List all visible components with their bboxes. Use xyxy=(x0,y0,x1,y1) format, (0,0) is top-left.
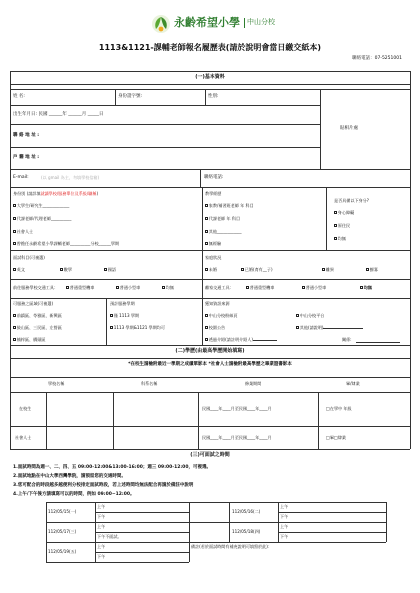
source-relation: 關係: xyxy=(342,337,352,342)
checkbox[interactable] xyxy=(13,326,16,329)
source-option[interactable]: 其他(請說明) xyxy=(296,326,363,330)
photo-label: 貼相片處 xyxy=(340,126,358,131)
checkbox[interactable] xyxy=(110,326,113,329)
section2-header: (二)學歷(由最高學歷開始填寫) xyxy=(175,348,245,354)
checkbox[interactable] xyxy=(13,204,16,207)
checkbox[interactable] xyxy=(241,268,244,271)
checkbox[interactable] xyxy=(13,314,16,317)
teaching-option[interactable]: 代課老師 年 科目 xyxy=(205,217,240,221)
row-adult-label: 社會人士 xyxy=(15,435,32,440)
checkbox[interactable] xyxy=(205,314,208,317)
checkbox[interactable] xyxy=(60,268,63,271)
family-option[interactable]: 未婚 xyxy=(205,268,217,272)
area-label: 可服務之區域(可複選) xyxy=(13,301,54,306)
checkbox[interactable] xyxy=(322,268,325,271)
note-line: 4.上午/下午後方請填寫可以的時間，例如 09:00~12:00。 xyxy=(13,492,135,497)
transport2-label: 離家交通工具： xyxy=(205,285,234,290)
checkbox[interactable] xyxy=(116,286,119,289)
am-slot[interactable]: 上午 xyxy=(97,524,106,529)
family-option[interactable]: 鰥寡 xyxy=(366,268,378,272)
checkbox[interactable] xyxy=(13,268,16,271)
name-label: 姓 名: xyxy=(13,94,25,99)
col-grade: 畢/肄業 xyxy=(346,381,360,386)
subject-label: 面試科目(可複選) xyxy=(13,255,45,260)
term-option[interactable]: 1113 學期&1121 學期均可 xyxy=(110,326,165,330)
checkbox[interactable] xyxy=(66,286,69,289)
special-option[interactable]: 均無 xyxy=(334,237,346,241)
identity-option[interactable]: 代課老師/代理老師__________ xyxy=(13,217,71,221)
date-cell: 112/05/18(四) xyxy=(232,529,261,534)
checkbox[interactable] xyxy=(334,224,337,227)
col-period: 修業期間 xyxy=(245,381,262,386)
transport-label: 前往服務學校交通工具： xyxy=(13,285,59,290)
am-slot[interactable]: 上午 xyxy=(280,524,289,529)
email-placeholder[interactable]: (以 gmail 為主，勿填學校信箱) xyxy=(41,175,100,180)
row-adult-period[interactable]: 民國____年____月至民國____年____月 xyxy=(202,435,272,440)
logo-divider xyxy=(244,18,245,28)
checkbox[interactable] xyxy=(205,338,208,341)
registered-address-label: 戶 籍 地 址 : xyxy=(13,155,40,160)
row-student-period[interactable]: 民國____年____月至民國____年____月 xyxy=(202,406,272,411)
source-option[interactable]: 透過介紹(請註明介紹人) xyxy=(205,338,277,342)
checkbox[interactable] xyxy=(13,242,16,245)
teaching-label: 教學經歷 xyxy=(205,191,222,196)
am-slot[interactable]: 上午 xyxy=(97,504,106,509)
col-major: 科系名稱 xyxy=(141,381,158,386)
checkbox[interactable] xyxy=(360,286,363,289)
checkbox[interactable] xyxy=(162,286,165,289)
birth-label: 出生年月日: 民國 ______年 ______月 _____日 xyxy=(13,112,104,117)
identity-note-end: ) xyxy=(96,191,99,196)
identity-option[interactable]: 社會人士 xyxy=(13,230,33,234)
checkbox[interactable] xyxy=(334,211,337,214)
transport-option[interactable]: 普通小型車 xyxy=(116,286,140,290)
checkbox[interactable] xyxy=(205,268,208,271)
term-option[interactable]: 僅 1113 學期 xyxy=(110,314,139,318)
subject-option[interactable]: 英文 xyxy=(13,268,25,272)
logo xyxy=(150,13,275,35)
checkbox[interactable] xyxy=(205,326,208,329)
email-label: E-mail: xyxy=(13,175,29,180)
section2-note: *在校生請檢附最近一學期之成績單影本 *社會人士請檢附最高學歷之畢業證書影本 xyxy=(128,362,292,367)
area-option[interactable]: 楠梓區、橋頭區 xyxy=(13,338,45,342)
family-option[interactable]: 已婚(育有__子) xyxy=(241,268,273,272)
section1-header: (一)基本資料 xyxy=(195,74,225,80)
checkbox[interactable] xyxy=(205,217,208,220)
checkbox[interactable] xyxy=(366,268,369,271)
row-adult-grade[interactable]: □畢□肄業 xyxy=(326,435,347,440)
family-option[interactable]: 離異 xyxy=(322,268,334,272)
checkbox[interactable] xyxy=(13,217,16,220)
remark-label[interactable]: 備註(若於面試時間有補充說明可填寫於此)： xyxy=(191,544,272,549)
contact-address-label: 聯 絡 地 址 : xyxy=(13,133,40,138)
identity-option[interactable]: 曾擔任永齡希望小學課輔老師__________分校______學期 xyxy=(13,242,119,246)
date-cell: 112/05/15(一) xyxy=(48,509,77,514)
checkbox[interactable] xyxy=(296,326,299,329)
transport2-option[interactable]: 普通小型車 xyxy=(302,286,326,290)
checkbox[interactable] xyxy=(110,314,113,317)
logo-name: 永齡希望小學 xyxy=(174,16,240,29)
special-option[interactable]: 原住民 xyxy=(334,224,350,228)
checkbox[interactable] xyxy=(205,204,208,207)
identity-note: (請詳填 xyxy=(26,191,41,196)
note-line: 1.面試時間為週一、二、四、五 09:00-12:00&13:00-16:00；週三 09:00-12:00，可複選。 xyxy=(13,465,211,470)
family-label: 家庭狀況 xyxy=(205,255,222,260)
am-slot[interactable]: 上午 xyxy=(280,504,289,509)
row-student-grade[interactable]: □在學中 年級 xyxy=(326,406,352,411)
special-label: 是否具備以下身分? xyxy=(334,198,369,203)
id-label: 身份證字號: xyxy=(118,94,143,99)
source-label: 獲知資訊來源 xyxy=(205,301,230,306)
phone-label: 聯絡電話: xyxy=(204,175,224,180)
row-student-label: 在校生 xyxy=(19,406,32,411)
checkbox[interactable] xyxy=(334,237,337,240)
subject-option[interactable]: 數學 xyxy=(60,268,72,272)
section3-header: (三)可面試之時間 xyxy=(190,452,230,458)
area-option[interactable]: 前鎮區、苓雅區、新興區 xyxy=(13,314,62,318)
note-line: 2.面試地點在中山大學西灣學院，請預留您的交通時間。 xyxy=(13,474,126,479)
checkbox[interactable] xyxy=(205,242,208,245)
pm-unavailable: 下午不面試。 xyxy=(97,534,122,539)
transport-option[interactable]: 均無 xyxy=(162,286,174,290)
checkbox[interactable] xyxy=(205,230,208,233)
page-title: 1113&1121-課輔老師報名履歷表(請於說明會當日繳交紙本) xyxy=(98,43,322,52)
checkbox[interactable] xyxy=(296,314,299,317)
transport2-option[interactable]: 普通重型機車 xyxy=(246,286,274,290)
source-option[interactable]: 中山分校平台 xyxy=(296,314,324,318)
area-option[interactable]: 鼓山區、三民區、左營區 xyxy=(13,326,62,330)
source-option[interactable]: 中山分校粉絲頁 xyxy=(205,314,237,318)
teaching-option[interactable]: 無經驗 xyxy=(205,242,221,246)
pm-slot[interactable]: 下午 xyxy=(97,554,106,559)
date-cell: 112/05/16(二) xyxy=(232,509,261,514)
logo-icon xyxy=(150,14,172,34)
pm-slot[interactable]: 下午 xyxy=(280,514,289,519)
contact-phone: 聯絡電話：07-5251001 xyxy=(352,56,402,61)
logo-branch: 中山分校 xyxy=(247,18,275,26)
source-option[interactable]: 校園公告 xyxy=(205,326,225,330)
col-school: 學校名稱 xyxy=(48,381,65,386)
transport-option[interactable]: 普通重型機車 xyxy=(66,286,94,290)
checkbox[interactable] xyxy=(13,338,16,341)
checkbox[interactable] xyxy=(246,286,249,289)
pm-slot[interactable]: 下午 xyxy=(280,534,289,539)
identity-label: 身份別 xyxy=(13,191,26,196)
date-cell: 112/05/17(三) xyxy=(48,529,77,534)
special-option[interactable]: 身心障礙 xyxy=(334,211,354,215)
date-cell: 112/05/19(五) xyxy=(48,549,77,554)
checkbox[interactable] xyxy=(104,268,107,271)
gender-label: 性別: xyxy=(208,94,219,99)
term-label: 預計服務學期 xyxy=(110,301,135,306)
am-slot[interactable]: 上午 xyxy=(97,544,106,549)
identity-option[interactable]: 大學生/研究生_____________ xyxy=(13,204,69,208)
teaching-option[interactable]: 家教/補習班老師 年 科目 xyxy=(205,204,254,208)
pm-slot[interactable]: 下午 xyxy=(97,514,106,519)
identity-note-highlight: 就讀學校/服務單位及系級/職稱 xyxy=(40,191,97,196)
checkbox[interactable] xyxy=(13,230,16,233)
note-line: 3.您可配合的時段越多越便利分校排定面試時段，若上述時間均無法配合再請於備註中說明 xyxy=(13,483,194,488)
checkbox[interactable] xyxy=(302,286,305,289)
subject-option[interactable]: 國語 xyxy=(104,268,116,272)
transport2-option[interactable]: 均無 xyxy=(360,286,372,290)
teaching-option[interactable]: 其他____________ xyxy=(205,230,242,234)
